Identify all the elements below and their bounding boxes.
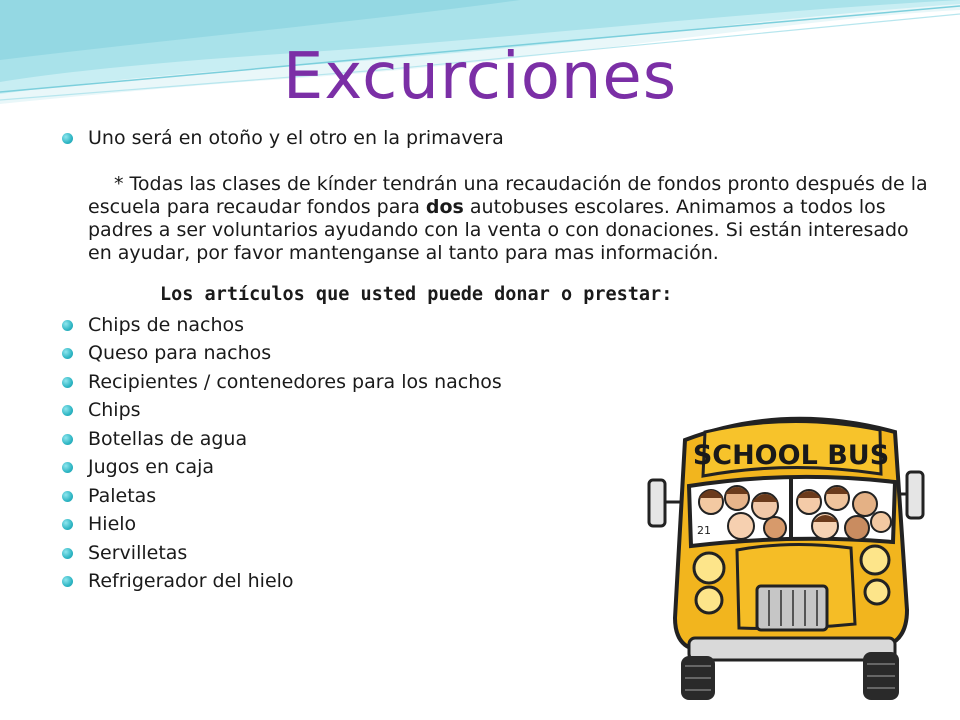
bullet-dot-icon [62,377,73,388]
bullet-dot-icon [62,320,73,331]
list-item-text: Servilletas [88,541,188,564]
bullet-dot-icon [62,405,73,416]
school-bus-illustration [645,410,930,710]
list-item [60,311,920,340]
fundraiser-paragraph [88,173,928,265]
bus-number-text: 21 [697,524,711,537]
list-item-text: Jugos en caja [88,456,215,478]
list-item-text: Chips de nachos [88,313,245,336]
paragraph-asterisk: * [114,172,124,195]
bullet-dot-icon [62,133,73,144]
slide-title: Excurciones [282,40,678,114]
bullet-dot-icon [62,434,73,445]
list-item-text: Botellas de agua [88,427,248,450]
paragraph-text-before: Todas las clases de kínder tendrán una recaudación de fondos pronto después de la escuela para recaudar fondos para [88,172,928,218]
bullet-dot-icon [62,462,73,473]
paragraph-emphasis: dos [425,195,464,218]
list-item-text: Hielo [88,513,137,535]
bullet-dot-icon [62,519,73,530]
bullet-dot-icon [62,548,73,559]
list-item [60,368,920,397]
bullet-dot-icon [62,348,73,359]
intro-bullet [60,124,920,153]
list-item-text: Chips [88,399,141,421]
paragraph-text-after: autobuses escolares. Animamos a todos los padres a ser voluntarios ayudando con la venta o con donaciones. Si están interesado en ayudar, por favor mantenganse al tanto para mas información. [88,195,909,264]
bus-sign-text: SCHOOL BUS [692,440,890,471]
list-item [60,339,920,368]
intro-bullet-text: Uno será en otoño y el otro en la primavera [88,127,504,149]
list-item-text: Recipientes / contenedores para los nachos [88,370,502,393]
list-item-text: Refrigerador del hielo [88,570,294,592]
list-item-text: Queso para nachos [88,342,272,364]
list-item-text: Paletas [88,484,157,507]
donation-subheading: Los artículos que usted puede donar o prestar: [160,283,673,305]
bullet-dot-icon [62,491,73,502]
bullet-dot-icon [62,576,73,587]
